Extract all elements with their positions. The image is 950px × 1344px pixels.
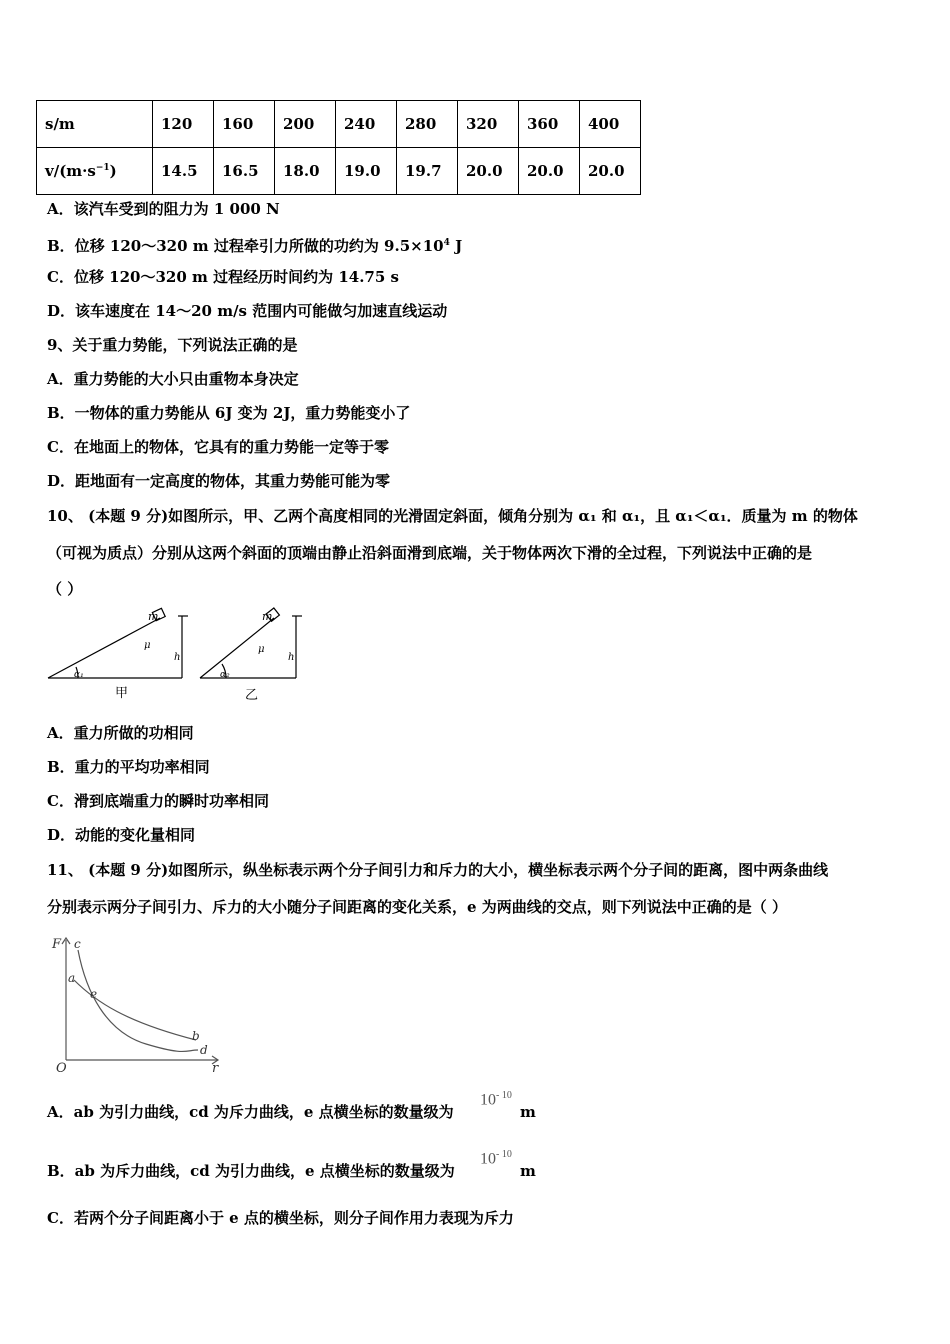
origin-label: O [56, 1061, 67, 1076]
table-cell: 19.0 [336, 148, 397, 195]
q8-option-b-exp: 4 [443, 238, 450, 248]
mass-label: m [262, 610, 273, 623]
q9-option-b: B．一物体的重力势能从 6J 变为 2J，重力势能变小了 [47, 404, 411, 422]
f-axis-label: F [52, 937, 62, 952]
q8-option-b [47, 233, 462, 256]
incline-jia-label: 甲 [115, 686, 129, 701]
q9-option-a: A．重力势能的大小只由重物本身决定 [47, 370, 299, 388]
incline-yi [200, 608, 302, 678]
q10-stem-line2: （可视为质点）分别从这两个斜面的顶端由静止沿斜面滑到底端，关于物体两次下滑的全过程，下列说法中正确的是 [47, 544, 813, 562]
table-row [37, 148, 641, 195]
q8-option-c: C．位移 120～320 m 过程经历时间约为 14.75 s [47, 268, 399, 286]
q10-stem-line1: 10、 (本题 9 分)如图所示，甲、乙两个高度相同的光滑固定斜面，倾角分别为 α₁ 和 α₁，且 α₁＜α₁．质量为 m 的物体 [47, 507, 858, 525]
q11-option-b [47, 1161, 455, 1181]
power-base: 10 [480, 1091, 496, 1109]
height-label: h [288, 652, 295, 663]
q8-option-d: D．该车速度在 14～20 m/s 范围内可能做匀加速直线运动 [47, 302, 448, 320]
table-header-cell: s/m [37, 101, 153, 148]
mass-label: m [148, 610, 159, 623]
velocity-label-close: ) [109, 162, 117, 180]
q11-stem-line2: 分别表示两分子间引力、斥力的大小随分子间距离的变化关系，e 为两曲线的交点，则下列说法中正确的是（ ） [47, 898, 787, 916]
q10-option-b: B．重力的平均功率相同 [47, 758, 210, 776]
mu-label: μ [258, 644, 265, 655]
table-cell: 120 [153, 101, 214, 148]
alpha1-label: α₁ [74, 670, 84, 680]
q9-stem: 9、关于重力势能，下列说法正确的是 [47, 336, 298, 354]
power-exponent: - 10 [496, 1149, 512, 1160]
point-a-label: a [68, 971, 76, 985]
q11-stem-line1: 11、 (本题 9 分)如图所示，纵坐标表示两个分子间引力和斥力的大小，横坐标表示两个分子间的距离，图中两条曲线 [47, 861, 829, 879]
table-cell: 160 [214, 101, 275, 148]
r-axis-label: r [212, 1061, 219, 1076]
table-header-cell [37, 148, 153, 195]
q10-option-a: A．重力所做的功相同 [47, 724, 194, 742]
molecular-force-graph [46, 932, 236, 1082]
table-cell: 240 [336, 101, 397, 148]
incline-figure [40, 604, 310, 704]
point-e-label: e [90, 987, 98, 1001]
q11-option-a [47, 1102, 454, 1122]
q11-option-b-text: B．ab 为斥力曲线，cd 为引力曲线，e 点横坐标的数量级为 [47, 1162, 455, 1180]
table-cell: 20.0 [580, 148, 641, 195]
speed-displacement-table [36, 100, 641, 195]
table-cell: 280 [397, 101, 458, 148]
mu-label: μ [144, 640, 151, 651]
q11-option-a-power [480, 1090, 512, 1109]
q11-option-b-unit: m [520, 1162, 536, 1180]
q8-option-b-text: B．位移 120～320 m 过程牵引力所做的功约为 9.5×10 [47, 237, 444, 255]
incline-yi-label: 乙 [245, 688, 259, 703]
velocity-exponent: −1 [95, 163, 110, 173]
q9-option-c: C．在地面上的物体，它具有的重力势能一定等于零 [47, 438, 389, 456]
q11-option-a-unit: m [520, 1103, 536, 1121]
table-cell: 16.5 [214, 148, 275, 195]
q8-option-b-unit: J [449, 237, 463, 255]
table-row [37, 101, 641, 148]
point-b-label: b [192, 1029, 200, 1043]
q10-option-c: C．滑到底端重力的瞬时功率相同 [47, 792, 269, 810]
power-base: 10 [480, 1150, 496, 1168]
velocity-label: v/(m·s [45, 162, 96, 180]
table-cell: 14.5 [153, 148, 214, 195]
table-cell: 19.7 [397, 148, 458, 195]
height-label: h [174, 652, 181, 663]
table-cell: 20.0 [519, 148, 580, 195]
point-d-label: d [200, 1043, 208, 1057]
q10-stem-line3: （ ） [47, 580, 83, 598]
table-cell: 18.0 [275, 148, 336, 195]
table-cell: 200 [275, 101, 336, 148]
q11-option-c: C．若两个分子间距离小于 e 点的横坐标，则分子间作用力表现为斥力 [47, 1209, 514, 1227]
incline-jia [48, 608, 188, 678]
q11-option-b-power [480, 1149, 512, 1168]
q10-option-d: D．动能的变化量相同 [47, 826, 196, 844]
table-cell: 360 [519, 101, 580, 148]
alpha2-label: α₂ [220, 670, 230, 680]
point-c-label: c [74, 937, 81, 951]
table-cell: 320 [458, 101, 519, 148]
table-cell: 20.0 [458, 148, 519, 195]
table-cell: 400 [580, 101, 641, 148]
q9-option-d: D．距地面有一定高度的物体，其重力势能可能为零 [47, 472, 391, 490]
power-exponent: - 10 [496, 1090, 512, 1101]
q8-option-a: A．该汽车受到的阻力为 1 000 N [47, 200, 280, 218]
q11-option-a-text: A．ab 为引力曲线，cd 为斥力曲线，e 点横坐标的数量级为 [47, 1103, 454, 1121]
